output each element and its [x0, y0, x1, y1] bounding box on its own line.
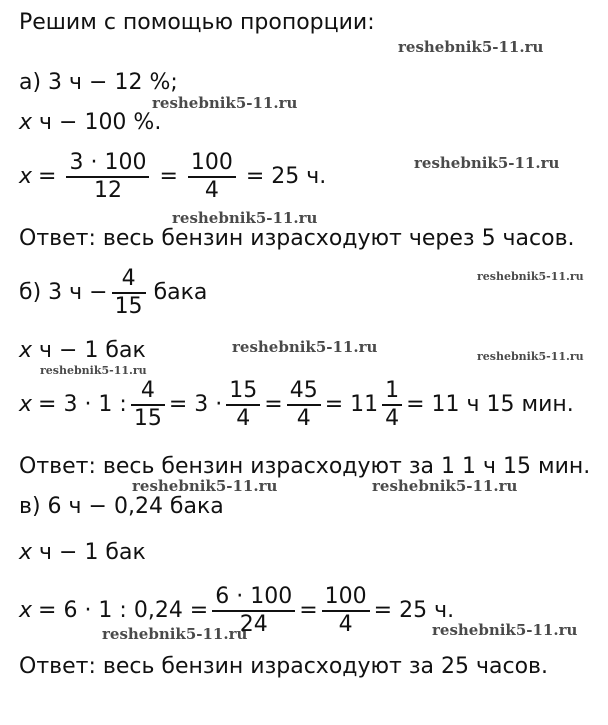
fraction-numerator: 45 [289, 378, 318, 403]
watermark: reshebnik5-11.ru [372, 477, 518, 495]
watermark: reshebnik5-11.ru [477, 270, 584, 283]
part-b-prefix: б) 3 ч − [19, 280, 108, 305]
equation-term: = 11 [324, 392, 379, 417]
equation-term: = 3 · 1 : [38, 392, 127, 417]
equation-term: = [299, 598, 318, 623]
fraction-numerator: 4 [140, 378, 155, 403]
variable-x: x [19, 540, 33, 565]
fraction [382, 378, 402, 432]
equation-term: = [264, 392, 283, 417]
part-a-line2-text: ч − 100 %. [32, 110, 162, 135]
part-c-line2-text: ч − 1 бак [32, 540, 146, 565]
watermark: reshebnik5-11.ru [477, 350, 584, 363]
part-b-line1 [19, 266, 207, 320]
part-a-line2 [19, 110, 161, 136]
part-b-line2 [19, 338, 146, 364]
equation-result: = 25 ч. [373, 598, 455, 623]
watermark: reshebnik5-11.ru [232, 338, 378, 356]
variable-x: x [19, 110, 33, 135]
equals-sign: = [38, 164, 57, 189]
watermark: reshebnik5-11.ru [414, 154, 560, 172]
part-a-line1: а) 3 ч − 12 %; [19, 70, 178, 95]
watermark: reshebnik5-11.ru [432, 621, 578, 639]
part-c-line2 [19, 540, 146, 566]
fraction [188, 150, 236, 204]
equals-sign: = [159, 164, 178, 189]
fraction-numerator: 4 [121, 266, 136, 291]
fraction-numerator: 1 [385, 378, 400, 403]
fraction-denominator: 12 [93, 178, 122, 203]
watermark: reshebnik5-11.ru [398, 38, 544, 56]
fraction [287, 378, 321, 432]
variable-x: x [19, 164, 33, 189]
watermark: reshebnik5-11.ru [132, 477, 278, 495]
equation-result: = 25 ч. [245, 164, 327, 189]
part-b-suffix: бака [153, 280, 208, 305]
part-b-line2-text: ч − 1 бак [32, 338, 146, 363]
part-c-answer: Ответ: весь бензин израсходуют за 25 часов. [19, 654, 548, 679]
fraction-denominator: 4 [296, 406, 311, 431]
fraction-numerator: 3 · 100 [69, 150, 147, 175]
fraction [131, 378, 165, 432]
fraction-denominator: 15 [133, 406, 162, 431]
fraction [322, 584, 370, 638]
fraction-numerator: 15 [229, 378, 258, 403]
fraction-denominator: 15 [114, 294, 143, 319]
watermark: reshebnik5-11.ru [40, 364, 147, 377]
watermark: reshebnik5-11.ru [102, 625, 248, 643]
watermark: reshebnik5-11.ru [152, 94, 298, 112]
variable-x: x [19, 338, 33, 363]
variable-x: x [19, 392, 33, 417]
fraction-denominator: 24 [239, 612, 268, 637]
watermark: reshebnik5-11.ru [172, 209, 318, 227]
fraction [226, 378, 260, 432]
part-c-line1: в) 6 ч − 0,24 бака [19, 494, 224, 519]
intro-text: Решим с помощью пропорции: [19, 10, 375, 35]
part-a-answer: Ответ: весь бензин израсходуют через 5 часов. [19, 226, 575, 251]
fraction-numerator: 100 [190, 150, 233, 175]
equation-term: = 6 · 1 : 0,24 = [38, 598, 209, 623]
fraction-numerator: 6 · 100 [215, 584, 293, 609]
equation-term: = 3 · [168, 392, 223, 417]
fraction-denominator: 4 [385, 406, 400, 431]
part-b-equation [19, 378, 574, 432]
fraction-denominator: 4 [204, 178, 219, 203]
fraction-denominator: 4 [236, 406, 251, 431]
fraction [112, 266, 146, 320]
fraction-denominator: 4 [338, 612, 353, 637]
equation-result: = 11 ч 15 мин. [406, 392, 574, 417]
fraction-numerator: 100 [324, 584, 367, 609]
part-b-answer: Ответ: весь бензин израсходуют за 1 1 ч 15 мин. [19, 454, 591, 479]
fraction [66, 150, 149, 204]
part-a-equation [19, 150, 326, 204]
variable-x: x [19, 598, 33, 623]
